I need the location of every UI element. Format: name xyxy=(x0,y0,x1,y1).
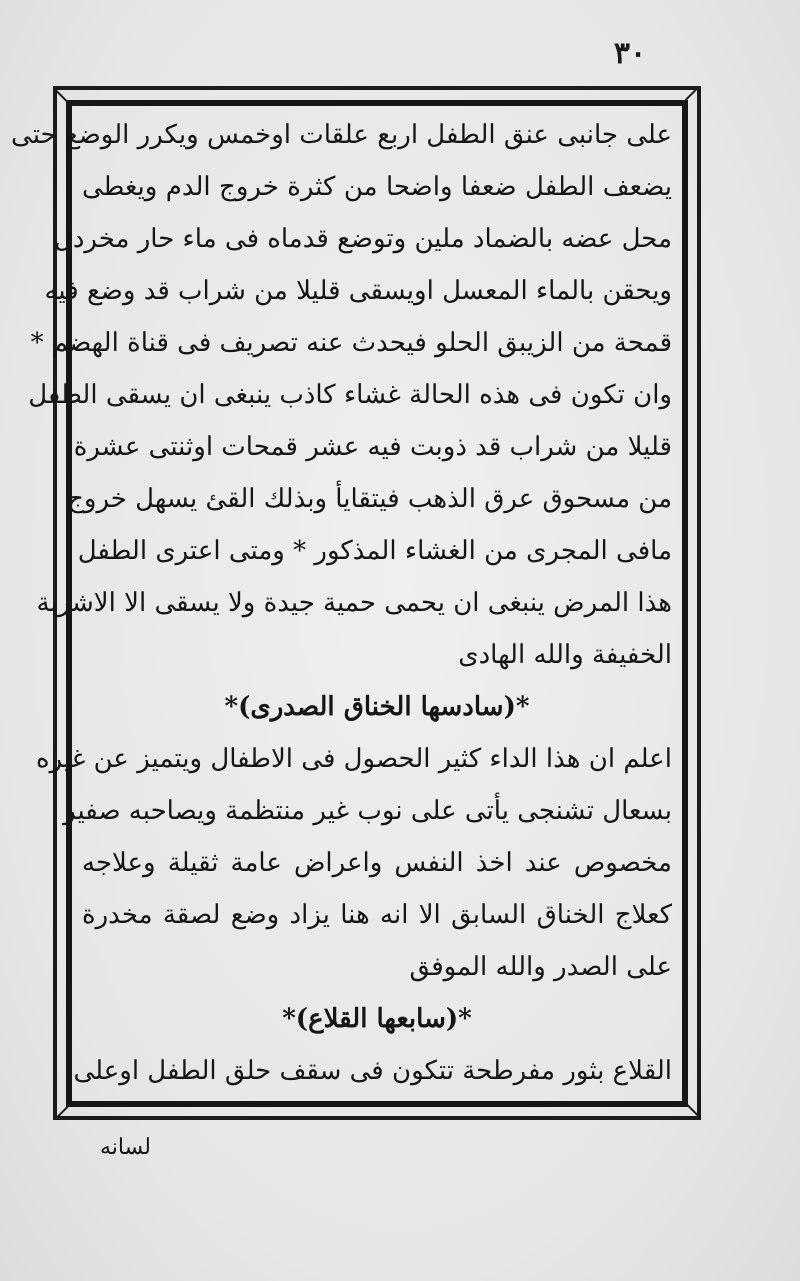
text-line: على جانبى عنق الطفل اربع علقات اوخمس ويكرر الوضع حتى xyxy=(11,120,672,150)
text-line: قليلا من شراب قد ذوبت فيه عشر قمحات اوثنتى عشرة xyxy=(73,432,672,462)
text-line: مافى المجرى من الغشاء المذكور * ومتى اعترى الطفل xyxy=(77,536,672,566)
text-line: يضعف الطفل ضعفا واضحا من كثرة خروج الدم ويغطى xyxy=(82,172,672,202)
text-line: وان تكون فى هذه الحالة غشاء كاذب ينبغى ان يسقى الطفل xyxy=(28,380,672,410)
text-line: ويحقن بالماء المعسل اويسقى قليلا من شراب قد وضع فيه xyxy=(44,276,672,306)
body-text xyxy=(11,112,672,1097)
text-line: محل عضه بالضماد ملين وتوضع قدماه فى ماء حار مخردل xyxy=(53,224,672,254)
text-line: كعلاج الخناق السابق الا انه هنا يزاد وضع لصقة مخدرة xyxy=(82,900,672,930)
text-line: هذا المرض ينبغى ان يحمى حمية جيدة ولا يسقى الا الاشربة xyxy=(36,588,672,618)
text-line: مخصوص عند اخذ النفس واعراض عامة ثقيلة وعلاجه xyxy=(82,848,672,878)
text-line: قمحة من الزيبق الحلو فيحدث عنه تصريف فى قناة الهضم * xyxy=(30,328,672,358)
text-line: الخفيفة والله الهادى xyxy=(458,640,672,670)
catchword: لسانه xyxy=(100,1135,151,1160)
text-line: على الصدر والله الموفق xyxy=(409,952,672,982)
section-heading: *(سابعها القلاع)* xyxy=(282,1004,472,1034)
text-line: اعلم ان هذا الداء كثير الحصول فى الاطفال ويتميز عن غيره xyxy=(35,744,672,774)
section-heading: *(سادسها الخناق الصدرى)* xyxy=(224,692,530,722)
page-number: ٣٠ xyxy=(613,36,647,71)
text-line: بسعال تشنجى يأتى على نوب غير منتظمة ويصاحبه صفير xyxy=(63,796,672,826)
text-line: من مسحوق عرق الذهب فيتقايأ وبذلك القئ يسهل خروج xyxy=(67,484,672,514)
text-line: القلاع بثور مفرطحة تتكون فى سقف حلق الطفل اوعلى xyxy=(73,1056,672,1086)
